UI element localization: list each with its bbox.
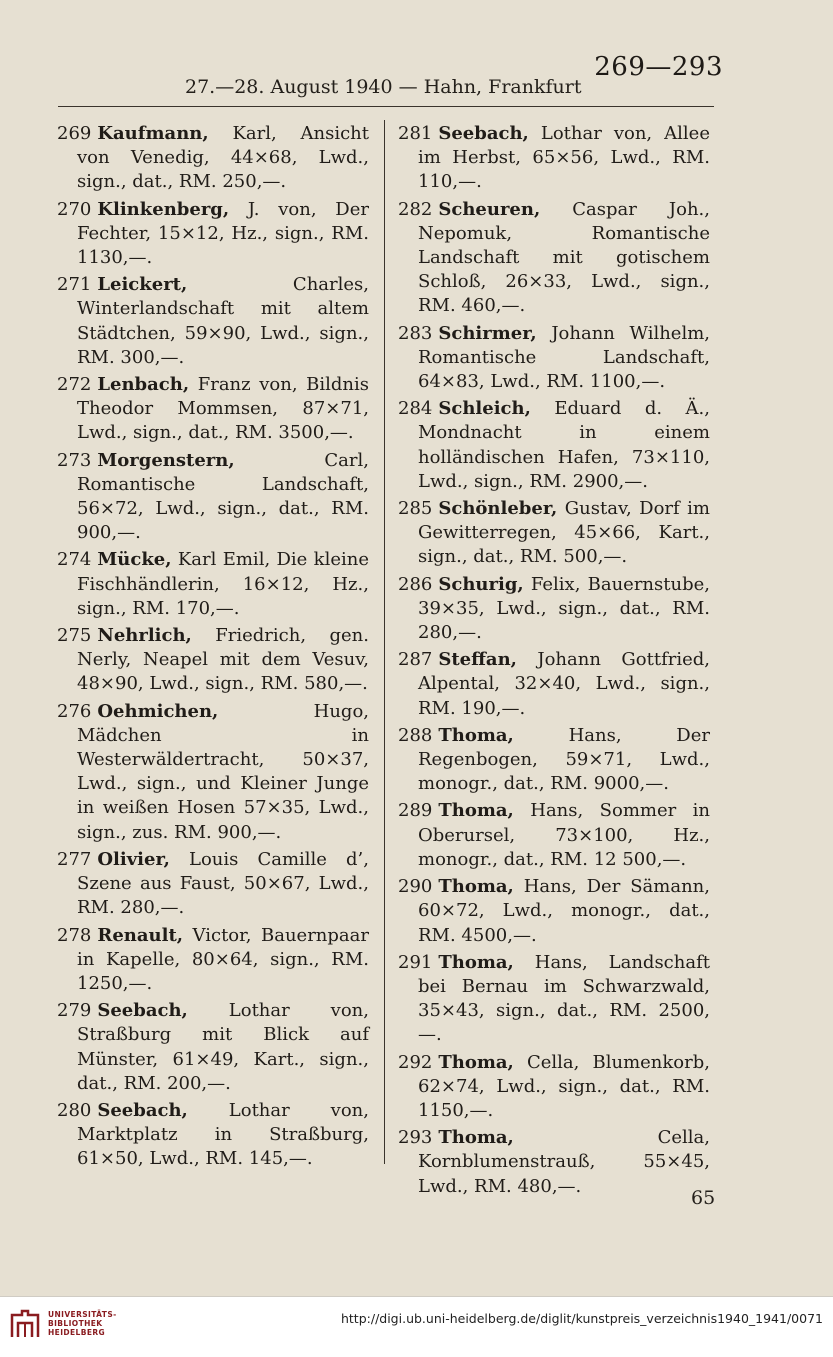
lot-number: 276	[57, 700, 92, 722]
lot-description: Friedrich, gen. Nerly, Neapel mit dem Vesuv, 48×90, Lwd., sign., RM. 580,—.	[77, 625, 369, 695]
artist-name: Schurig,	[438, 573, 524, 595]
lot-description: Franz von, Bildnis Theodor Mommsen, 87×71, Lwd., sign., dat., RM. 3500,—.	[77, 374, 369, 444]
page-range: 269—293	[594, 52, 723, 82]
catalog-entry	[57, 548, 369, 621]
lot-number: 272	[57, 374, 92, 396]
library-name	[48, 1310, 117, 1337]
lot-description: Karl Emil, Die kleine Fischhändlerin, 16×12, Hz., sign., RM. 170,—.	[77, 549, 369, 619]
artist-name: Morgenstern,	[97, 449, 235, 471]
lot-number: 271	[57, 274, 92, 296]
lot-number: 280	[57, 1099, 92, 1121]
page-header: 27.—28. August 1940 — Hahn, Frankfurt	[185, 76, 582, 98]
lot-number: 290	[398, 876, 433, 898]
artist-name: Leickert,	[97, 274, 188, 296]
lot-description: Karl, Ansicht von Venedig, 44×68, Lwd., sign., dat., RM. 250,—.	[77, 123, 369, 193]
catalog-entry	[398, 648, 710, 721]
lot-description: Hugo, Mädchen in Westerwäldertracht, 50×37, Lwd., sign., und Kleiner Junge in weißen Hosen 57×35, Lwd., sign., zus. RM. 900,—.	[77, 700, 369, 843]
artist-name: Seebach,	[97, 1099, 188, 1121]
column-divider	[384, 120, 385, 1164]
lot-number: 274	[57, 549, 92, 571]
artist-name: Schleich,	[438, 398, 531, 420]
artist-name: Thoma,	[438, 1127, 514, 1149]
lot-description: Caspar Joh., Nepomuk, Romantische Landschaft mit gotischem Schloß, 26×33, Lwd., sign., RM. 460,—.	[418, 198, 710, 317]
lot-number: 282	[398, 198, 433, 220]
artist-name: Klinkenberg,	[97, 198, 230, 220]
catalog-entry	[398, 322, 710, 395]
lot-description: Carl, Romantische Landschaft, 56×72, Lwd., sign., dat., RM. 900,—.	[77, 449, 369, 544]
artist-name: Scheuren,	[438, 198, 541, 220]
lot-description: Lothar von, Allee im Herbst, 65×56, Lwd., RM. 110,—.	[418, 123, 710, 193]
lot-number: 275	[57, 625, 92, 647]
lot-number: 287	[398, 649, 433, 671]
lot-number: 288	[398, 724, 433, 746]
catalog-entry	[57, 122, 369, 195]
lot-number: 291	[398, 951, 433, 973]
library-logo-icon	[8, 1307, 42, 1341]
footer-bar	[0, 1296, 833, 1357]
catalog-entry	[398, 397, 710, 494]
lot-description: J. von, Der Fechter, 15×12, Hz., sign., RM. 1130,—.	[77, 198, 369, 269]
catalog-entry	[398, 1126, 710, 1199]
library-name-line1: UNIVERSITÄTS-	[48, 1310, 117, 1319]
lot-number: 278	[57, 924, 92, 946]
catalog-entry	[398, 497, 710, 570]
lot-number: 277	[57, 848, 92, 870]
catalog-entry	[57, 624, 369, 697]
lot-description: Lothar von, Straßburg mit Blick auf Münster, 61×49, Kart., sign., dat., RM. 200,—.	[77, 1000, 369, 1094]
page-number: 65	[691, 1187, 716, 1209]
lot-number: 279	[57, 1000, 92, 1022]
source-url-link[interactable]: http://digi.ub.uni-heidelberg.de/diglit/kunstpreis_verzeichnis1940_1941/0071	[340, 1311, 823, 1326]
catalog-entry	[398, 875, 710, 948]
artist-name: Oehmichen,	[97, 700, 219, 722]
lot-number: 269	[57, 123, 92, 144]
lot-description: Cella, Blumenkorb, 62×74, Lwd., sign., dat., RM. 1150,—.	[418, 1051, 710, 1121]
lot-number: 270	[57, 198, 92, 220]
artist-name: Thoma,	[438, 724, 514, 746]
catalog-entry	[57, 924, 369, 997]
catalog-entry	[398, 1051, 710, 1124]
artist-name: Seebach,	[97, 1000, 188, 1022]
lot-number: 289	[398, 800, 433, 822]
lot-description: Victor, Bauernpaar in Kapelle, 80×64, sign., RM. 1250,—.	[77, 924, 369, 994]
catalog-entry	[57, 198, 369, 271]
catalog-entry	[57, 373, 369, 446]
lot-description: Hans, Sommer in Oberursel, 73×100, Hz., monogr., dat., RM. 12 500,—.	[418, 800, 710, 870]
library-name-line2: BIBLIOTHEK	[48, 1319, 103, 1328]
artist-name: Thoma,	[438, 876, 514, 898]
catalog-entry	[398, 122, 710, 195]
catalog-entry	[398, 198, 710, 319]
catalog-entry	[57, 449, 369, 546]
artist-name: Renault,	[97, 924, 184, 946]
artist-name: Mücke,	[97, 549, 172, 571]
lot-number: 284	[398, 398, 433, 420]
artist-name: Thoma,	[438, 951, 514, 973]
lot-description: Charles, Winterlandschaft mit altem Städtchen, 59×90, Lwd., sign., RM. 300,—.	[77, 274, 369, 368]
artist-name: Thoma,	[438, 800, 514, 822]
lot-description: Hans, Der Regenbogen, 59×71, Lwd., monogr., dat., RM. 9000,—.	[418, 724, 710, 795]
lot-number: 273	[57, 449, 92, 471]
artist-name: Kaufmann,	[97, 123, 209, 144]
lot-number: 293	[398, 1127, 433, 1149]
catalog-entry	[398, 951, 710, 1048]
lot-description: Johann Wilhelm, Romantische Landschaft, 64×83, Lwd., RM. 1100,—.	[418, 322, 710, 393]
lot-number: 285	[398, 498, 433, 520]
header-rule	[58, 106, 714, 107]
catalog-entry	[398, 799, 710, 872]
catalog-entry	[57, 1099, 369, 1172]
artist-name: Olivier,	[97, 848, 170, 870]
catalog-entry	[57, 273, 369, 370]
artist-name: Seebach,	[438, 123, 529, 144]
lot-description: Hans, Landschaft bei Bernau im Schwarzwald, 35×43, sign., dat., RM. 2500,—.	[418, 951, 710, 1046]
lot-number: 283	[398, 322, 433, 344]
library-name-line3: HEIDELBERG	[48, 1328, 106, 1337]
lot-description: Cella, Kornblumenstrauß, 55×45, Lwd., RM. 480,—.	[418, 1127, 710, 1197]
lot-description: Gustav, Dorf im Gewitterregen, 45×66, Kart., sign., dat., RM. 500,—.	[418, 498, 710, 568]
left-column	[57, 122, 369, 1175]
artist-name: Nehrlich,	[97, 625, 192, 647]
lot-description: Eduard d. Ä., Mondnacht in einem holländischen Hafen, 73×110, Lwd., sign., RM. 2900,—.	[418, 398, 710, 492]
catalog-entry	[57, 999, 369, 1096]
artist-name: Steffan,	[438, 649, 517, 671]
lot-description: Felix, Bauernstube, 39×35, Lwd., sign., dat., RM. 280,—.	[418, 573, 710, 644]
lot-description: Louis Camille d’, Szene aus Faust, 50×67, Lwd., RM. 280,—.	[77, 848, 369, 919]
catalog-entry	[398, 724, 710, 797]
lot-description: Lothar von, Marktplatz in Straßburg, 61×50, Lwd., RM. 145,—.	[77, 1099, 369, 1170]
catalog-entry	[398, 573, 710, 646]
lot-description: Johann Gottfried, Alpental, 32×40, Lwd., sign., RM. 190,—.	[418, 649, 710, 719]
lot-description: Hans, Der Sämann, 60×72, Lwd., monogr., dat., RM. 4500,—.	[418, 876, 710, 946]
artist-name: Lenbach,	[97, 374, 190, 396]
artist-name: Schönleber,	[438, 498, 558, 520]
right-column	[398, 122, 710, 1202]
lot-number: 281	[398, 123, 433, 144]
artist-name: Schirmer,	[438, 322, 537, 344]
lot-number: 286	[398, 573, 433, 595]
artist-name: Thoma,	[438, 1051, 514, 1073]
lot-number: 292	[398, 1051, 433, 1073]
catalog-entry	[57, 848, 369, 921]
catalog-entry	[57, 700, 369, 845]
